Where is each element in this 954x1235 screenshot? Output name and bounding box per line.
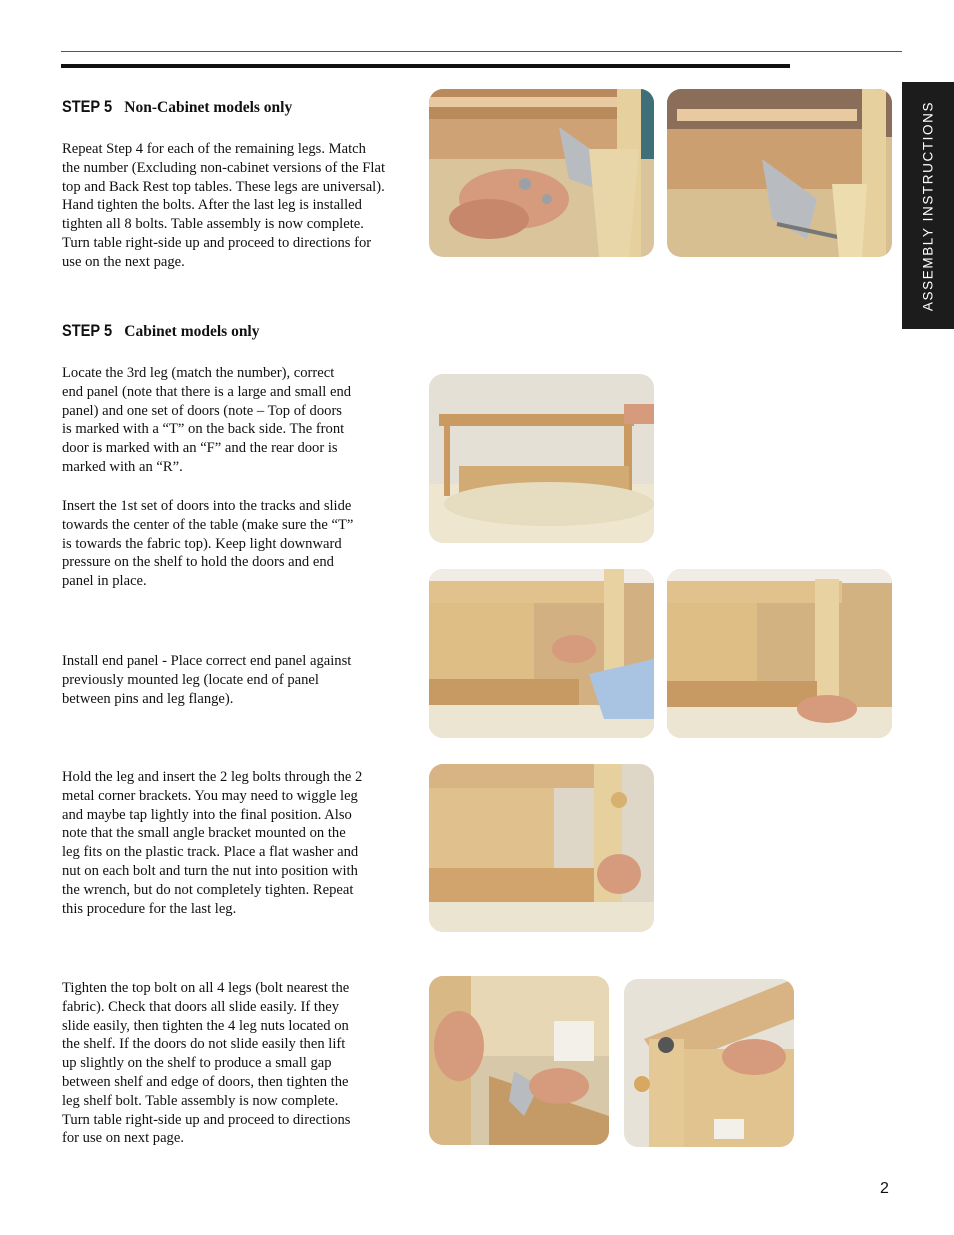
side-tab-label: ASSEMBLY INSTRUCTIONS: [920, 100, 936, 311]
photo-end-panel-placement: [667, 569, 892, 738]
photo-cabinet-frame: [429, 374, 654, 543]
photo-tighten-top-bolt: [429, 976, 609, 1145]
photo-leg-bracket-closeup: [667, 89, 892, 257]
step-b-paragraph-5: Tighten the top bolt on all 4 legs (bolt nearest the fabric). Check that doors all slide easily. If they slide easily, then tighten the 4 leg nuts located on the shelf. If the doors do not slide easily then lift up slightly on the shelf to produce a small gap between shelf and edge of doors, then tighten the leg shelf bolt. Table assembly is now complete. Turn table right-side up and proceed to directions for use on next page.: [62, 980, 351, 1147]
step-a-paragraph: Repeat Step 4 for each of the remaining legs. Match the number (Excluding non-cabinet versions of the Flat top and Back Rest top tables. These legs are universal). Hand tighten the bolts. After the last leg is installed tighten all 8 bolts. Table assembly is now complete. Turn table right-side up and proceed to directions for use on the next page.: [62, 141, 386, 270]
step-b-paragraph-1: Locate the 3rd leg (match the number), correct end panel (note that there is a large and small end panel) and one set of doors (note – Top of doors is marked with a “T” on the back side. The front door is marked with an “F” and the rear door is marked with an “R”.: [62, 365, 352, 475]
step-b-paragraph-2: Insert the 1st set of doors into the tracks and slide towards the center of the table (make sure the “T” is towards the fabric top). Keep light downward pressure on the shelf to hold the doors and end panel in place.: [62, 498, 354, 590]
step-label: STEP 5: [62, 321, 113, 340]
header-thick-rule: [61, 64, 790, 68]
step-subtitle: Non-Cabinet models only: [124, 99, 293, 116]
side-section-tab: [902, 82, 954, 329]
photo-doors-in-tracks-hands: [429, 569, 654, 738]
step-b-paragraph-4: Hold the leg and insert the 2 leg bolts through the 2 metal corner brackets. You may need to wiggle leg and maybe tap lightly into the final position. Also note that the small angle bracket mounted on the leg fits on the plastic track. Place a flat washer and nut on each bolt and turn the nut into position with the wrench, but do not completely tighten. Repeat this procedure for the last leg.: [62, 769, 363, 917]
photo-hand-holding-washers: [429, 89, 654, 257]
step-heading-cabinet: [62, 321, 260, 341]
header-thin-rule: [61, 51, 902, 52]
page-number: 2: [880, 1180, 889, 1197]
step-subtitle: Cabinet models only: [124, 323, 260, 340]
step-label: STEP 5: [62, 97, 113, 116]
photo-leg-shelf-bolt: [624, 979, 794, 1147]
step-heading-non-cabinet: [62, 97, 292, 117]
photo-leg-bolts-install: [429, 764, 654, 932]
step-b-paragraph-3: Install end panel - Place correct end panel against previously mounted leg (locate end of panel between pins and leg flange).: [62, 653, 352, 707]
